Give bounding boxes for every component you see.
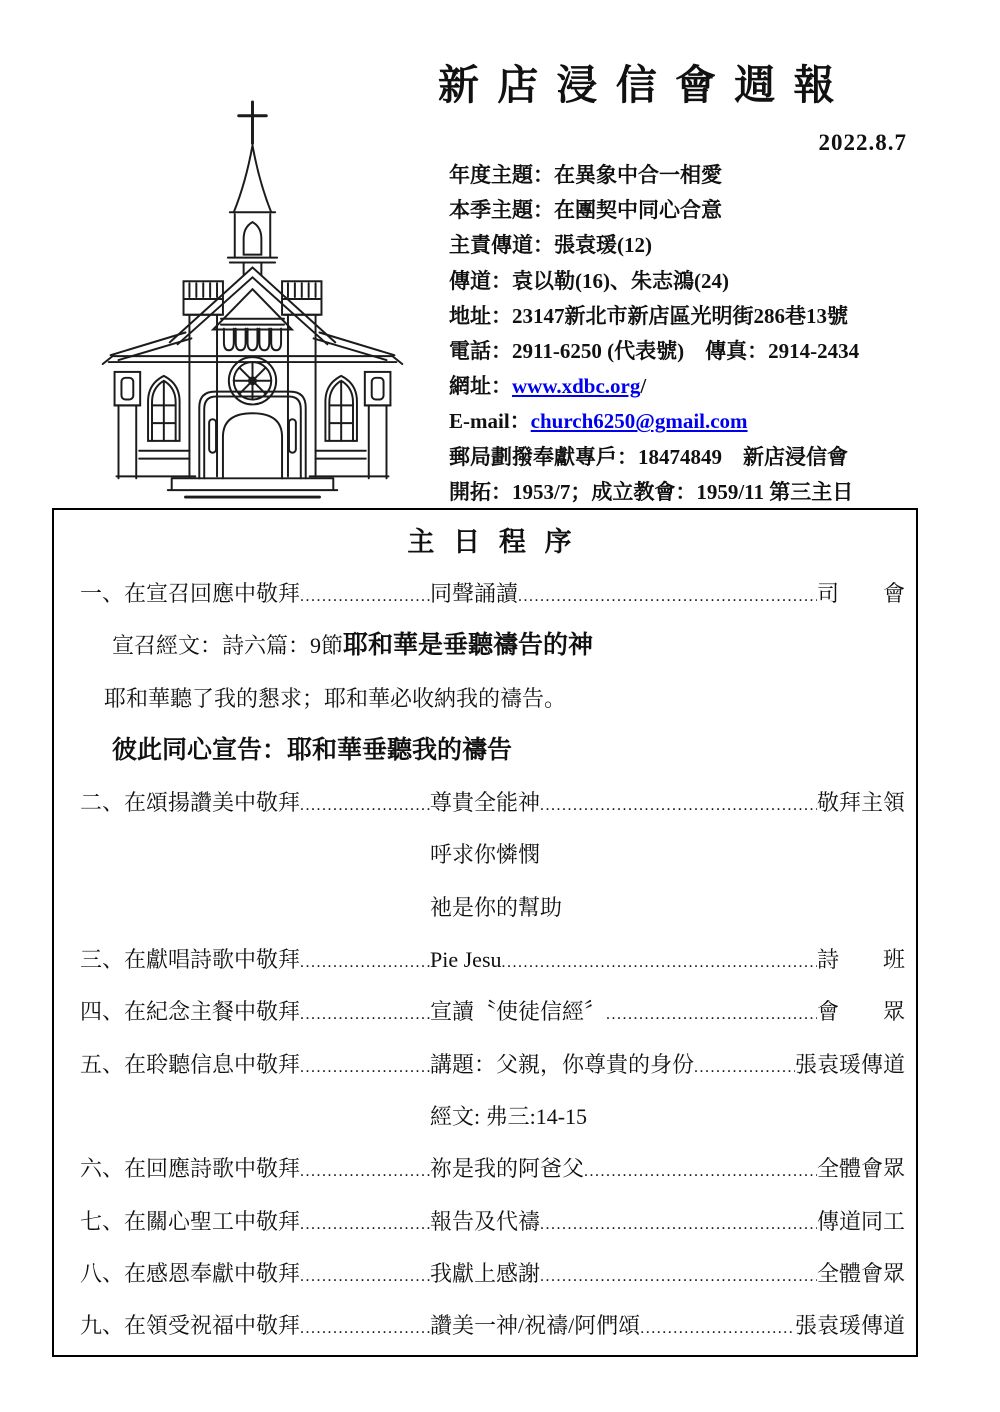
email-link[interactable]: church6250@gmail.com <box>530 409 748 434</box>
service-activity: 五、在聆聽信息中敬拜 <box>80 1051 301 1077</box>
pastors-line: 傳道：袁以勒(16)、朱志鴻(24) <box>449 268 729 293</box>
service-row-9 <box>80 1300 905 1352</box>
dot-leader <box>300 934 430 989</box>
service-row-7 <box>80 1196 905 1248</box>
issue-date: 2022.8.7 <box>818 130 907 155</box>
service-item: 尊貴全能神 <box>430 790 541 816</box>
service-role: 詩 班 <box>816 947 905 973</box>
service-activity: 二、在頌揚讚美中敬拜 <box>80 790 301 816</box>
service-activity: 八、在感恩奉獻中敬拜 <box>80 1260 301 1286</box>
church-drawing-svg <box>85 94 420 504</box>
dot-leader <box>300 986 430 1041</box>
praise-song-line-2: 呼求你憐憫 <box>430 842 541 868</box>
door-arch <box>223 413 282 478</box>
service-role: 張袁瑗傳道 <box>794 1313 905 1339</box>
service-item: 報告及代禱 <box>430 1208 541 1234</box>
dot-leader <box>640 1300 795 1355</box>
service-activity: 九、在領受祝福中敬拜 <box>80 1313 301 1339</box>
service-role: 全體會眾 <box>816 1260 905 1286</box>
phone-fax-line: 電話：2911-6250 (代表號) 傳真：2914-2434 <box>449 338 860 363</box>
postal-account-line: 郵局劃撥奉獻專戶：18474849 新店浸信會 <box>449 444 848 469</box>
dot-leader <box>540 1196 817 1251</box>
service-item: 讚美一神/祝禱/阿們頌 <box>430 1313 641 1339</box>
service-order-heading: 主 日 程 序 <box>407 527 578 557</box>
dot-leader <box>300 1143 430 1198</box>
dot-leader <box>300 1300 430 1355</box>
service-activity: 三、在獻唱詩歌中敬拜 <box>80 947 301 973</box>
address-line: 地址：23147新北市新店區光明街286巷13號 <box>449 303 848 328</box>
church-illustration <box>85 94 420 509</box>
website-suffix: / <box>640 374 647 399</box>
service-row-2 <box>80 777 905 829</box>
service-item: 宣讀〝使徒信經〞 <box>430 999 607 1025</box>
praise-song-line-3: 祂是你的幫助 <box>430 894 563 920</box>
dot-leader <box>300 1248 430 1303</box>
service-item: 祢是我的阿爸父 <box>430 1156 585 1182</box>
declaration-line: 彼此同心宣告：耶和華垂聽我的禱告 <box>112 736 513 764</box>
head-pastor-line: 主責傳道：張袁瑗(12) <box>449 233 652 258</box>
service-role: 張袁瑗傳道 <box>794 1051 905 1077</box>
sermon-scripture-line: 經文: 弗三:14-15 <box>430 1103 588 1129</box>
service-row-8 <box>80 1248 905 1300</box>
dot-leader <box>606 986 817 1041</box>
dot-leader <box>518 568 817 623</box>
cross-icon <box>239 102 267 143</box>
service-role: 會 眾 <box>816 999 905 1025</box>
dot-leader <box>584 1143 817 1198</box>
service-role: 敬拜主領 <box>816 790 905 816</box>
website-link[interactable]: www.xdbc.org <box>512 374 641 399</box>
service-order-box <box>52 508 918 1357</box>
email-label: E-mail： <box>449 409 531 434</box>
page-title: 新 店 浸 信 會 週 報 <box>438 62 839 108</box>
service-item: 講題：父親，你尊貴的身份 <box>430 1051 695 1077</box>
call-scripture-prefix: 宣召經文：詩六篇：9節 <box>112 633 344 659</box>
dot-leader <box>694 1039 795 1094</box>
service-row-5 <box>80 1039 905 1091</box>
annual-theme-line: 年度主題：在異象中合一相愛 <box>449 163 722 187</box>
service-activity: 一、在宣召回應中敬拜 <box>80 581 301 606</box>
church-info-block <box>449 158 949 510</box>
season-theme-line: 本季主題：在團契中同心合意 <box>449 198 722 223</box>
service-role: 全體會眾 <box>816 1156 905 1182</box>
service-activity: 四、在紀念主餐中敬拜 <box>80 999 301 1025</box>
service-row-3 <box>80 934 905 986</box>
service-row-1 <box>80 568 905 620</box>
service-item: 同聲誦讀 <box>430 581 519 606</box>
service-role: 司 會 <box>816 581 905 606</box>
dot-leader <box>300 1039 430 1094</box>
website-label: 網址： <box>449 374 512 399</box>
dot-leader <box>300 777 430 832</box>
dot-leader <box>540 1248 817 1303</box>
call-scripture-line <box>112 620 905 672</box>
service-item: 我獻上感謝 <box>430 1260 541 1286</box>
service-activity: 六、在回應詩歌中敬拜 <box>80 1156 301 1182</box>
website-line <box>449 369 949 404</box>
founding-line: 開拓：1953/7；成立教會：1959/11 第三主日 <box>449 479 854 504</box>
dot-leader <box>540 777 817 832</box>
service-row-4 <box>80 986 905 1038</box>
call-scripture-body: 耶和華聽了我的懇求；耶和華必收納我的禱告。 <box>104 685 567 711</box>
call-scripture-title: 耶和華是垂聽禱告的神 <box>343 632 594 660</box>
dot-leader <box>300 1196 430 1251</box>
service-activity: 七、在關心聖工中敬拜 <box>80 1208 301 1234</box>
email-line <box>449 404 949 439</box>
service-row-6 <box>80 1143 905 1195</box>
dot-leader <box>502 934 817 989</box>
service-role: 傳道同工 <box>816 1208 905 1234</box>
dot-leader <box>300 568 430 623</box>
service-item: Pie Jesu <box>430 947 502 973</box>
